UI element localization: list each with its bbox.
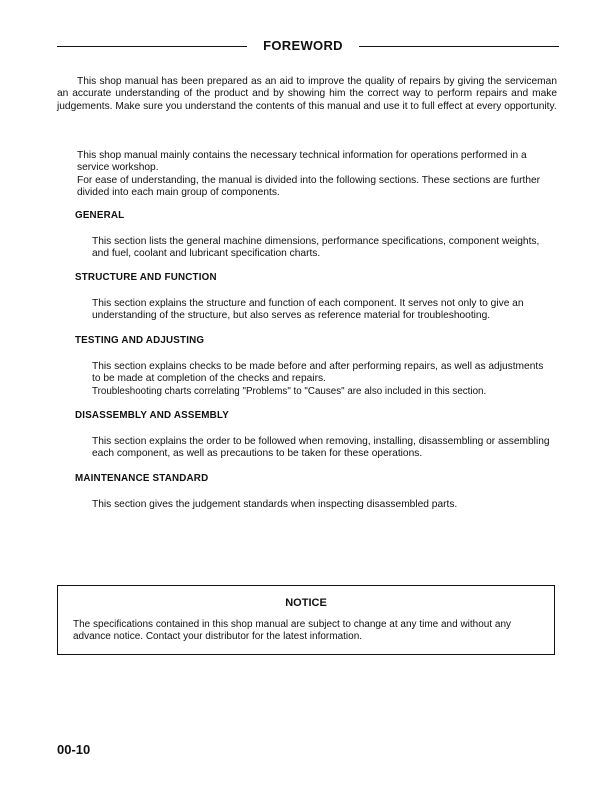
section-text-maintenance-standard: This section gives the judgement standards when inspecting disassembled parts. [92, 499, 458, 510]
notice-title: NOTICE [285, 597, 327, 609]
intro-paragraph-2 [57, 150, 557, 200]
section-heading-general: GENERAL [75, 210, 125, 221]
notice-text: The specifications contained in this shop manual are subject to change at any time and without any advance notice. Contact your distributor for the latest information. [73, 619, 512, 642]
section-text-testing-adjusting-troubleshooting: Troubleshooting charts correlating "Problems" to "Causes" are also included in this section. [92, 385, 487, 397]
intro-paragraph-2-line-2: For ease of understanding, the manual is divided into the following sections. These sections are further divided into each main group of components. [77, 174, 541, 199]
page-title: FOREWORD [263, 38, 343, 53]
header-rule-right [359, 46, 559, 47]
section-text-testing-adjusting [92, 361, 554, 398]
section-text-disassembly-assembly: This section explains the order to be followed when removing, installing, disassembling or assembling each component, as well as precautions to be taken for these operations. [92, 436, 550, 460]
intro-paragraph-1 [57, 76, 557, 113]
section-heading-structure-function: STRUCTURE AND FUNCTION [75, 272, 217, 283]
notice-box [57, 585, 555, 655]
section-text-testing-adjusting-main: This section explains checks to be made before and after performing repairs, as well as adjustments to be made at completion of the checks and repairs. [92, 361, 544, 385]
section-heading-testing-adjusting: TESTING AND ADJUSTING [75, 335, 205, 346]
page-number: 00-10 [57, 742, 91, 757]
intro-paragraph-1-text: This shop manual has been prepared as an aid to improve the quality of repairs by giving the serviceman an accurate understanding of the product and by showing him the correct way to perform repairs and make judgements. Make sure you understand the contents of this manual and use it to full effect at every opportunity. [57, 76, 557, 112]
header-rule-left [57, 46, 247, 47]
section-heading-disassembly-assembly: DISASSEMBLY AND ASSEMBLY [75, 410, 229, 421]
foreword-header [57, 38, 559, 54]
intro-paragraph-2-line-1: This shop manual mainly contains the necessary technical information for operations performed in a service workshop. [77, 150, 527, 174]
section-text-structure-function: This section explains the structure and function of each component. It serves not only to give an understanding of the structure, but also serves as reference material for troubleshooting. [92, 298, 524, 322]
section-text-general: This section lists the general machine dimensions, performance specifications, component weights, and fuel, coolant and lubricant specification charts. [92, 236, 540, 260]
section-heading-maintenance-standard: MAINTENANCE STANDARD [75, 473, 209, 484]
